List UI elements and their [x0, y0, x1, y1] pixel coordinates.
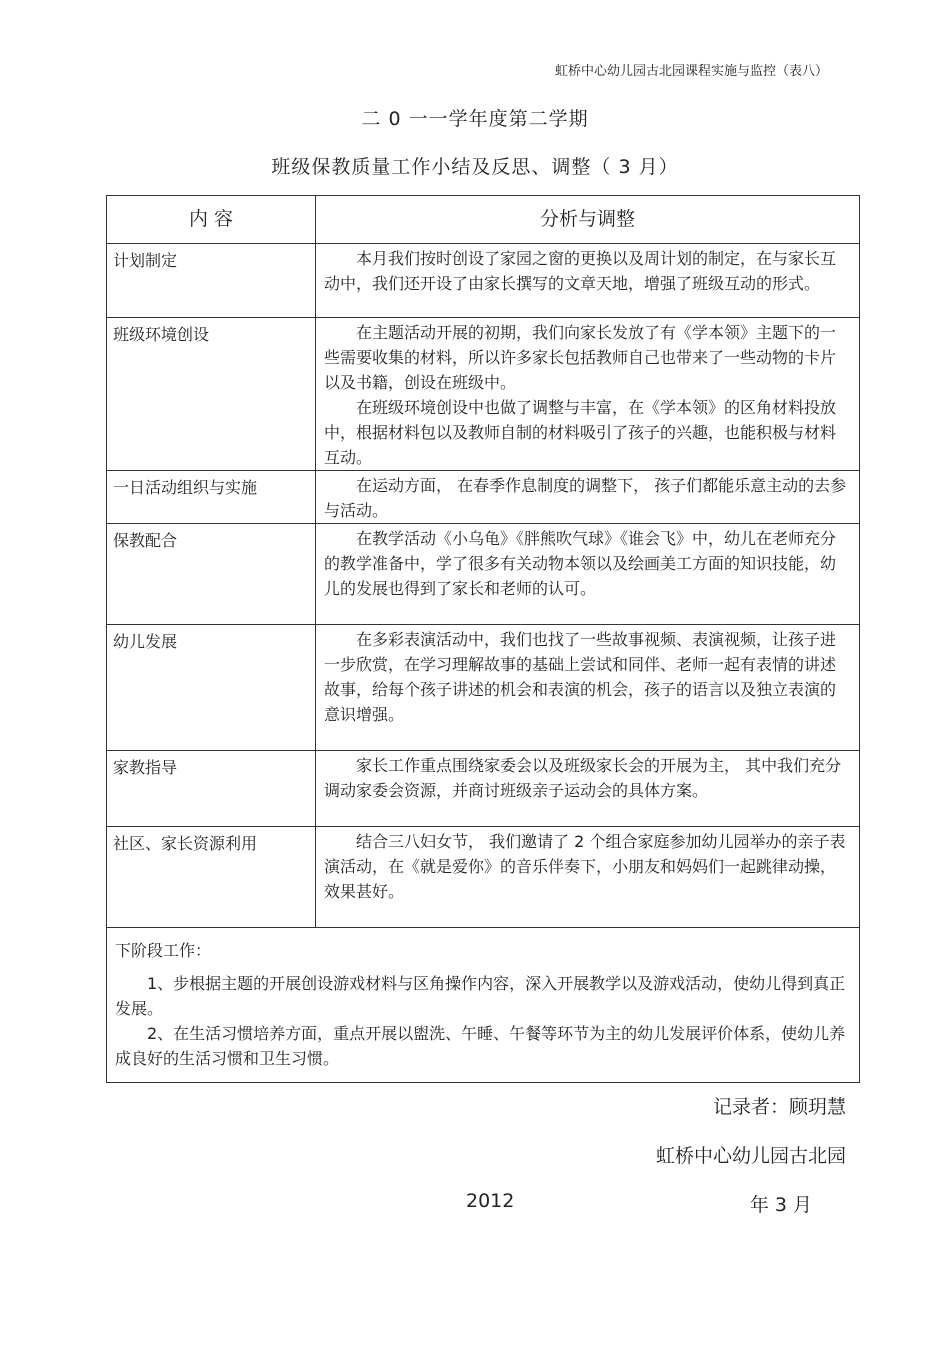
next-stage-item: 2、在生活习惯培养方面，重点开展以盥洗、午睡、午餐等环节为主的幼儿发展评价体系，使幼儿养成良好的生活习惯和卫生习惯。: [115, 1024, 846, 1068]
document-title-term: 二 0 一一学年度第二学期: [361, 108, 589, 130]
next-stage-heading: 下阶段工作：: [115, 941, 212, 960]
column-header-analysis: 分析与调整: [316, 196, 860, 244]
next-stage-work: [107, 928, 860, 1083]
column-header-content: 内 容: [107, 196, 316, 244]
row-content-care-cooperation: 在教学活动《小乌龟》《胖熊吹气球》《谁会飞》中，幼儿在老师充分的教学准备中，学了很多有关动物本领以及绘画美工方面的知识技能，幼儿的发展也得到了家长和老师的认可。: [316, 524, 860, 625]
row-label-child-development: 幼儿发展: [107, 625, 316, 751]
row-content-daily-activity: 在运动方面， 在春季作息制度的调整下， 孩子们都能乐意主动的去参与活动。: [316, 471, 860, 524]
row-label-community-resources: 社区、家长资源利用: [107, 827, 316, 928]
document-title: 班级保教质量工作小结及反思、调整（ 3 月）: [271, 156, 679, 178]
row-label-environment: 班级环境创设: [107, 318, 316, 471]
row-label-daily-activity: 一日活动组织与实施: [107, 471, 316, 524]
recorder-signature: 记录者：顾玥慧: [712, 1096, 846, 1118]
row-content-community-resources: 结合三八妇女节， 我们邀请了 2 个组合家庭参加幼儿园举办的亲子表演活动，在《就是爱你》的音乐伴奏下，小朋友和妈妈们一起跳律动操，效果甚好。: [316, 827, 860, 928]
row-label-parent-guidance: 家教指导: [107, 751, 316, 827]
organization-name: 虹桥中心幼儿园古北园: [655, 1145, 846, 1167]
date-month: 年 3 月: [749, 1194, 812, 1216]
summary-table: [106, 195, 860, 1083]
row-content-parent-guidance: 家长工作重点围绕家委会以及班级家长会的开展为主， 其中我们充分调动家委会资源，并商讨班级亲子运动会的具体方案。: [316, 751, 860, 827]
date-year: 2012: [466, 1190, 515, 1212]
row-label-plan: 计划制定: [107, 244, 316, 318]
header-note: 虹桥中心幼儿园古北园课程实施与监控（表八）: [554, 64, 828, 79]
next-stage-item: 1、步根据主题的开展创设游戏材料与区角操作内容，深入开展教学以及游戏活动，使幼儿得到真正发展。: [115, 974, 846, 1018]
row-content-environment: 在主题活动开展的初期，我们向家长发放了有《学本领》主题下的一些需要收集的材料，所以许多家长包括教师自己也带来了一些动物的卡片以及书籍，创设在班级中。 在班级环境创设中也做了调整与丰富，在《学本领》的区角材料投放中，根据材料包以及教师自制的材料吸引了孩子的兴趣，也能积极与材料互动。: [316, 318, 860, 471]
row-content-plan: 本月我们按时创设了家园之窗的更换以及周计划的制定，在与家长互动中，我们还开设了由家长撰写的文章天地，增强了班级互动的形式。: [316, 244, 860, 318]
row-content-child-development: 在多彩表演活动中，我们也找了一些故事视频、表演视频，让孩子进一步欣赏，在学习理解故事的基础上尝试和同伴、老师一起有表情的讲述故事，给每个孩子讲述的机会和表演的机会，孩子的语言以及独立表演的意识增强。: [316, 625, 860, 751]
row-label-care-cooperation: 保教配合: [107, 524, 316, 625]
